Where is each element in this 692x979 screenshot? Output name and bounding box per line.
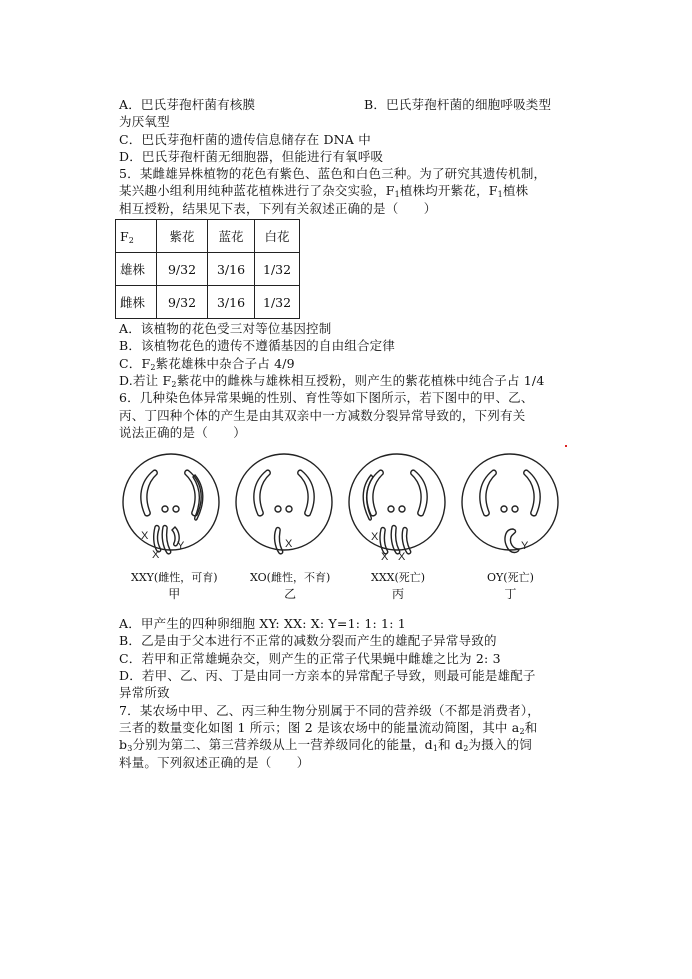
cell-jia-label-1: X: [141, 530, 149, 543]
q4-option-a: A．巴氏芽孢杆菌有核膜: [119, 97, 256, 112]
cell-bing-label-2: X: [381, 551, 389, 564]
q4-options-ab: [119, 96, 579, 113]
q6-stem-line2: 丙、丁四种个体的产生是由其双亲中一方减数分裂异常导致的，下列有关: [119, 407, 526, 423]
table-cell: 9/32: [157, 286, 208, 319]
cell-ding: [462, 454, 558, 553]
q6-option-d-cont: 异常所致: [119, 685, 170, 701]
red-dot-mark: [565, 445, 567, 447]
table-header-white: 白花: [255, 220, 300, 253]
q7-stem-line4: 料量。下列叙述正确的是（ ）: [119, 754, 310, 770]
table-row: [116, 286, 300, 319]
table-row-label: 雌株: [116, 286, 157, 319]
q7-stem-line2: 三者的数量变化如图 1 所示；图 2 是该农场中的能量流动简图，其中 $a_2$和: [119, 719, 538, 736]
exam-page: [119, 96, 579, 771]
q4-option-c: C．巴氏芽孢杆菌的遗传信息储存在 DNA 中: [119, 131, 371, 147]
q6-option-b: B．乙是由于父本进行不正常的减数分裂而产生的雄配子异常导致的: [119, 633, 497, 649]
table-corner: $F_2$: [116, 220, 157, 253]
table-row: [116, 253, 300, 286]
q6-stem-line3: 说法正确的是（ ）: [119, 424, 247, 440]
cell-jia: [123, 454, 219, 554]
q6-option-d: D．若甲、乙、丙、丁是由同一方亲本的异常配子导致，则最可能是雄配子: [119, 668, 536, 684]
cell-ding-caption: OY(死亡) 丁: [487, 571, 534, 602]
q7-stem-line3: $b_3$分别为第二、第三营养级从上一营养级同化的能量，$d_1$和 $d_2$为摄入的饲: [119, 737, 532, 754]
q5-option-b: B．该植物花色的遗传不遵循基因的自由组合定律: [119, 338, 396, 354]
q6-stem-line1: 6．几种染色体异常果蝇的性别、育性等如下图所示，若下图中的甲、乙、: [119, 390, 534, 406]
table-cell: 1/32: [255, 253, 300, 286]
q5-stem-line2: 某兴趣小组利用纯种蓝花植株进行了杂交实验，$F_1$植株均开紫花，$F_1$植株: [119, 183, 529, 200]
cell-bing-caption: XXX(死亡) 丙: [371, 571, 426, 602]
chromosome-figure: [109, 445, 569, 615]
q5-option-a: A．该植物的花色受三对等位基因控制: [119, 321, 332, 337]
cell-yi-caption: XO(雌性，不育) 乙: [250, 571, 331, 602]
table-cell: 3/16: [208, 253, 255, 286]
q5-stem-line1: 5．某雌雄异株植物的花色有紫色、蓝色和白色三种。为了研究其遗传机制，: [119, 166, 547, 182]
cell-jia-label-2: X: [152, 549, 160, 562]
table-header-row: [116, 220, 300, 253]
table-cell: 1/32: [255, 286, 300, 319]
q5-f2-table: [115, 219, 300, 319]
q4-option-b: B．巴氏芽孢杆菌的细胞呼吸类型: [364, 97, 552, 112]
cell-jia-label-3: Y: [177, 540, 185, 553]
cell-jia-caption: XXY(雌性，可育) 甲: [131, 571, 218, 602]
cell-ding-label-1: Y: [521, 540, 529, 553]
cell-yi: [236, 454, 332, 554]
cell-bing-label-1: X: [371, 531, 379, 544]
q5-stem-line3: 相互授粉，结果见下表，下列有关叙述正确的是（ ）: [119, 200, 437, 216]
table-header-purple: 紫花: [157, 220, 208, 253]
table-cell: 3/16: [208, 286, 255, 319]
cell-bing-label-3: X: [398, 551, 406, 564]
q6-option-a: A．甲产生的四种卵细胞 XY: XX: X: Y=1: 1: 1: 1: [119, 616, 406, 632]
cell-yi-label-1: X: [285, 538, 293, 551]
q5-option-c: C．$F_2$紫花雄株中杂合子占 4/9: [119, 355, 295, 372]
cell-bing: [349, 454, 445, 554]
table-cell: 9/32: [157, 253, 208, 286]
q4-option-d: D．巴氏芽孢杆菌无细胞器，但能进行有氧呼吸: [119, 148, 384, 164]
table-header-blue: 蓝花: [208, 220, 255, 253]
q4-option-b-cont: 为厌氧型: [119, 114, 170, 130]
table-row-label: 雄株: [116, 253, 157, 286]
q7-stem-line1: 7．某农场中甲、乙、丙三种生物分别属于不同的营养级（不都是消费者），: [119, 702, 541, 718]
q5-option-d: D.若让 $F_2$紫花中的雌株与雄株相互授粉，则产生的紫花植株中纯合子占 1/4: [119, 372, 545, 389]
q6-option-c: C．若甲和正常雄蝇杂交，则产生的正常子代果蝇中雌雄之比为 2: 3: [119, 650, 501, 666]
